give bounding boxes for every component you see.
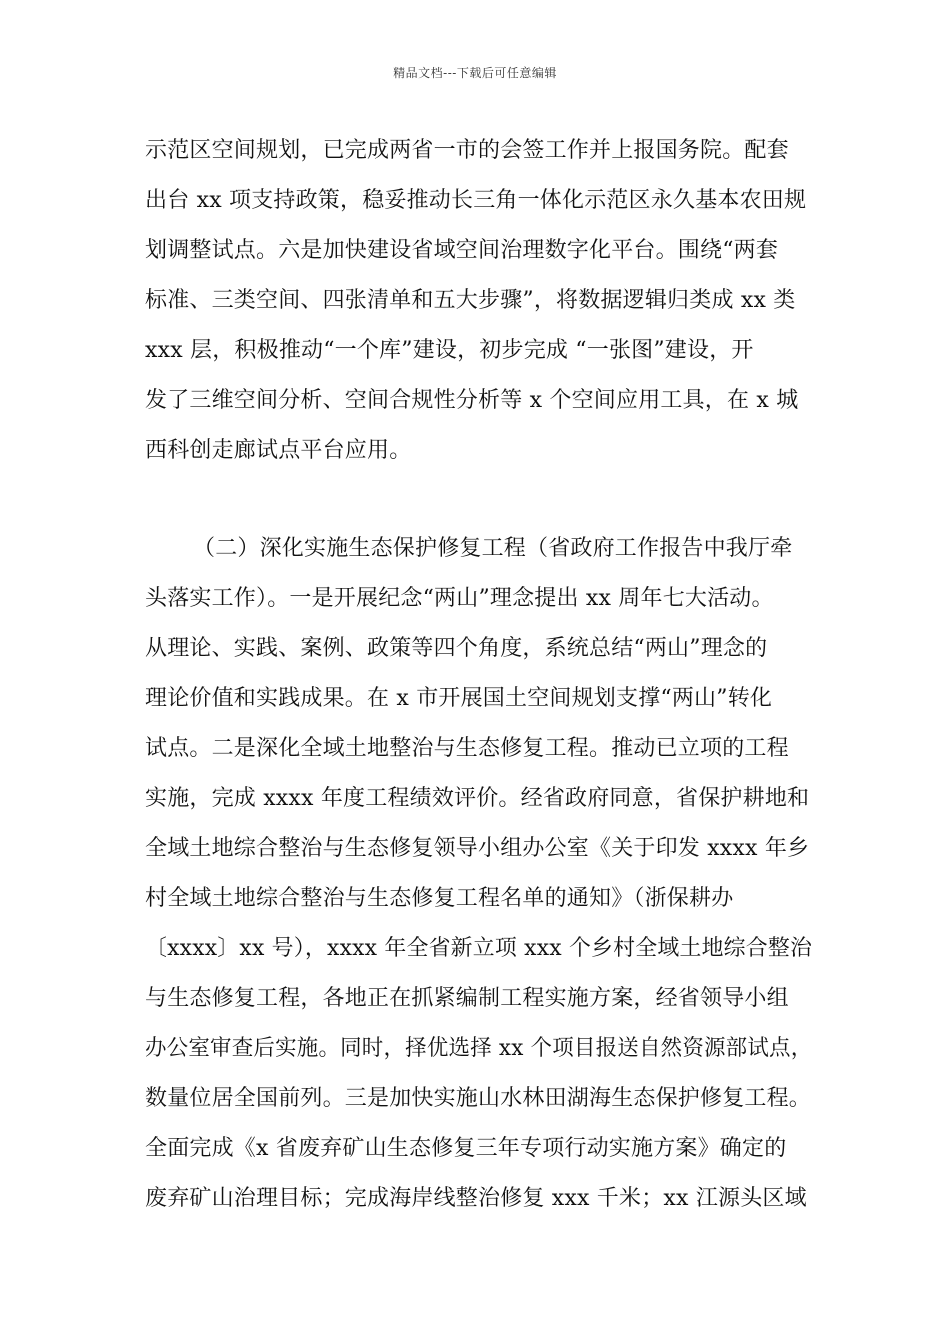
text-line: 废弃矿山治理目标；完成海岸线整治修复 xxx 千米；xx 江源头区域: [145, 1186, 807, 1211]
text-line: 出台 xx 项支持政策，稳妥推动长三角一体化示范区永久基本农田规: [145, 188, 807, 213]
page-header: 精品文档---下载后可任意编辑: [393, 66, 557, 80]
text-line: 全域土地综合整治与生态修复领导小组办公室《关于印发 xxxx 年乡: [145, 836, 810, 861]
text-line: 全面完成《x 省废弃矿山生态修复三年专项行动实施方案》确定的: [145, 1136, 787, 1161]
text-line: 与生态修复工程，各地正在抓紧编制工程实施方案，经省领导小组: [145, 986, 789, 1011]
text-line: 办公室审查后实施。同时，择优选择 xx 个项目报送自然资源部试点，: [145, 1036, 813, 1061]
text-line: 理论价值和实践成果。在 x 市开展国土空间规划支撑“两山”转化: [145, 686, 773, 711]
text-line: xxx 层，积极推动“一个库”建设，初步完成 “一张图”建设，开: [145, 338, 754, 363]
text-line: 示范区空间规划，已完成两省一市的会签工作并上报国务院。配套: [145, 138, 789, 163]
text-line: 标准、三类空间、四张清单和五大步骤”，将数据逻辑归类成 xx 类: [145, 288, 796, 313]
text-line: 试点。二是深化全域土地整治与生态修复工程。推动已立项的工程: [145, 736, 789, 761]
text-line: （二）深化实施生态保护修复工程（省政府工作报告中我厅牵: [193, 536, 793, 561]
text-line: 发了三维空间分析、空间合规性分析等 x 个空间应用工具，在 x 城: [145, 388, 799, 413]
text-line: 头落实工作）。一是开展纪念“两山”理念提出 xx 周年七大活动。: [145, 586, 774, 611]
text-line: 西科创走廊试点平台应用。: [145, 438, 412, 463]
text-line: 数量位居全国前列。三是加快实施山水林田湖海生态保护修复工程。: [145, 1086, 812, 1111]
text-line: 村全域土地综合整治与生态修复工程名单的通知》（浙保耕办: [145, 886, 734, 911]
text-line: 从理论、实践、案例、政策等四个角度，系统总结“两山”理念的: [145, 636, 768, 661]
text-line: 实施，完成 xxxx 年度工程绩效评价。经省政府同意，省保护耕地和: [145, 786, 810, 811]
text-line: 〔xxxx〕xx 号），xxxx 年全省新立项 xxx 个乡村全域土地综合整治: [145, 936, 813, 961]
text-line: 划调整试点。六是加快建设省域空间治理数字化平台。围绕“两套: [145, 238, 779, 263]
